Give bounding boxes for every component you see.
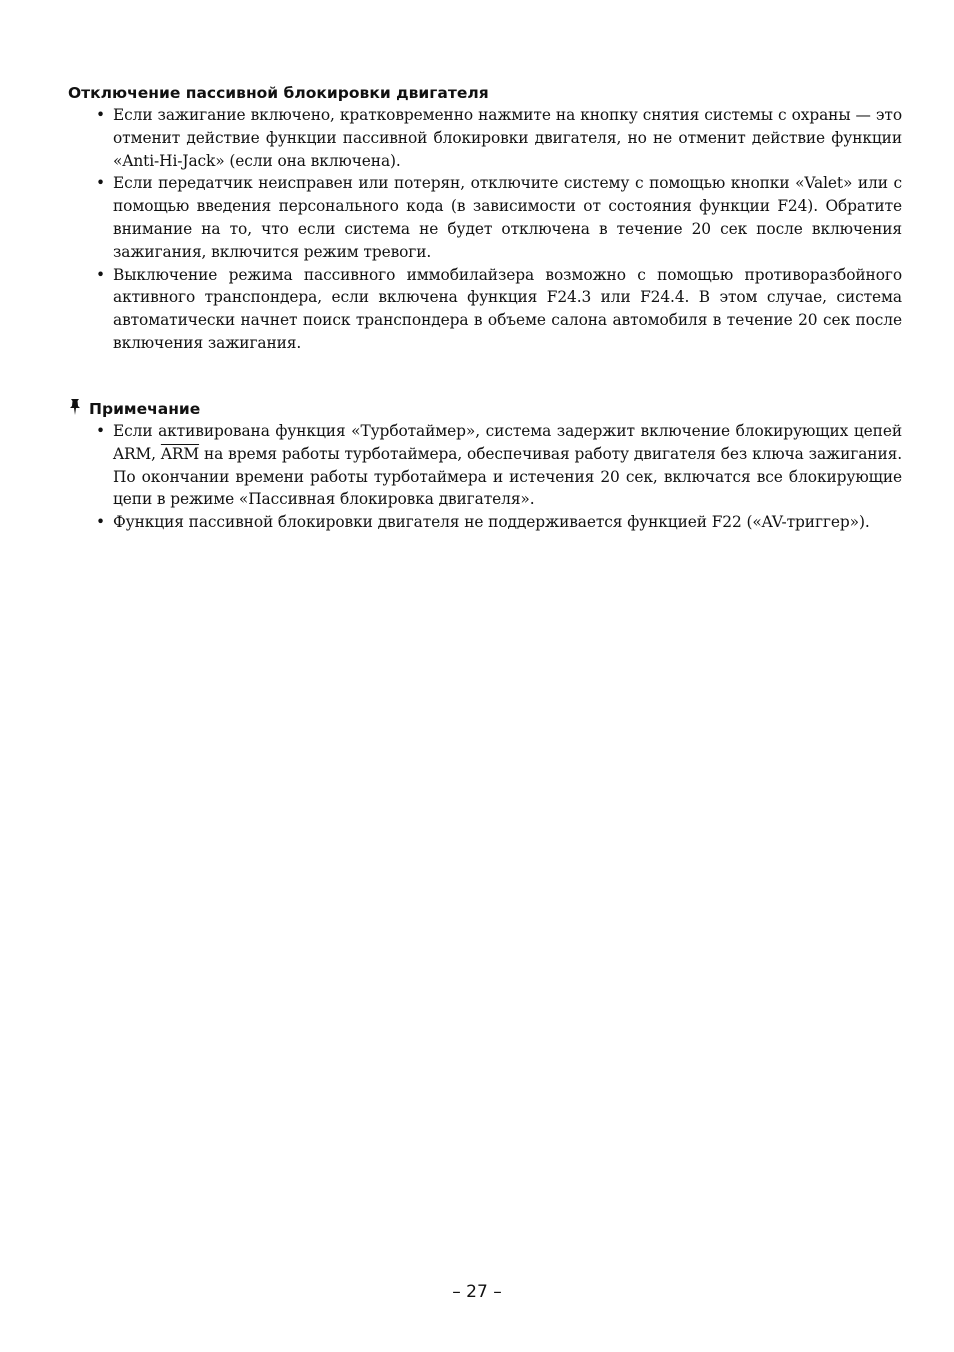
text-segment: Если активирована функция «Турботаймер», система задержит включение блокирующих цепей ARM, — [113, 422, 902, 463]
list-item — [96, 264, 902, 355]
section-note — [68, 398, 902, 534]
list-item-text: Функция пассивной блокировки двигателя не поддерживается функцией F22 («AV-триггер»). — [113, 513, 870, 532]
note-title: Примечание — [89, 400, 201, 418]
section-title-text: Отключение пассивной блокировки двигателя — [68, 84, 489, 102]
arm-overlined: $\overline{ARM}$ — [160, 444, 200, 463]
bullet-icon: • — [96, 265, 105, 284]
pushpin-icon — [68, 398, 82, 416]
bullet-icon: • — [96, 174, 105, 193]
section-title — [68, 82, 902, 104]
list-item-text: Если передатчик неисправен или потерян, отключите систему с помощью кнопки «Valet» или с помощью введения персонального кода (в зависимости от состояния функции F24). Обратите внимание на то, что если система не будет отключена в течение 20 сек после включения зажигания, включится режим тревоги. — [113, 174, 902, 261]
page-number: – 27 – — [452, 1282, 502, 1302]
list-item-text — [113, 422, 902, 508]
list-item — [96, 420, 903, 511]
list-item — [96, 511, 902, 534]
list-item — [96, 104, 902, 172]
list-item — [96, 172, 902, 263]
section-passive-lock-disable — [68, 82, 902, 355]
text-segment: на время работы турботаймера, обеспечивая работу двигателя без ключа зажигания. По окончании времени работы турботаймера и истечения 20 сек, включатся все блокирующие цепи в режиме «Пассивная блокировка двигателя». — [113, 444, 903, 509]
list-item-text: Если зажигание включено, кратковременно нажмите на кнопку снятия системы с охраны — это отменит действие функции пассивной блокировки двигателя, но не отменит действие функции «Anti-Hi-Jack» (если она включена). — [113, 106, 902, 170]
note-heading — [68, 398, 902, 420]
bullet-icon: • — [96, 106, 105, 124]
bullet-icon: • — [96, 513, 105, 532]
bullet-icon: • — [96, 422, 105, 440]
list-item-text: Выключение режима пассивного иммобилайзера возможно с помощью противоразбойного активного транспондера, если включена функция F24.3 или F24.4. В этом случае, система автоматически начнет поиск транспондера в объеме салона автомобиля в течение 20 сек после включения зажигания. — [113, 265, 902, 352]
bullet-list — [68, 104, 902, 355]
bullet-list — [68, 420, 902, 534]
